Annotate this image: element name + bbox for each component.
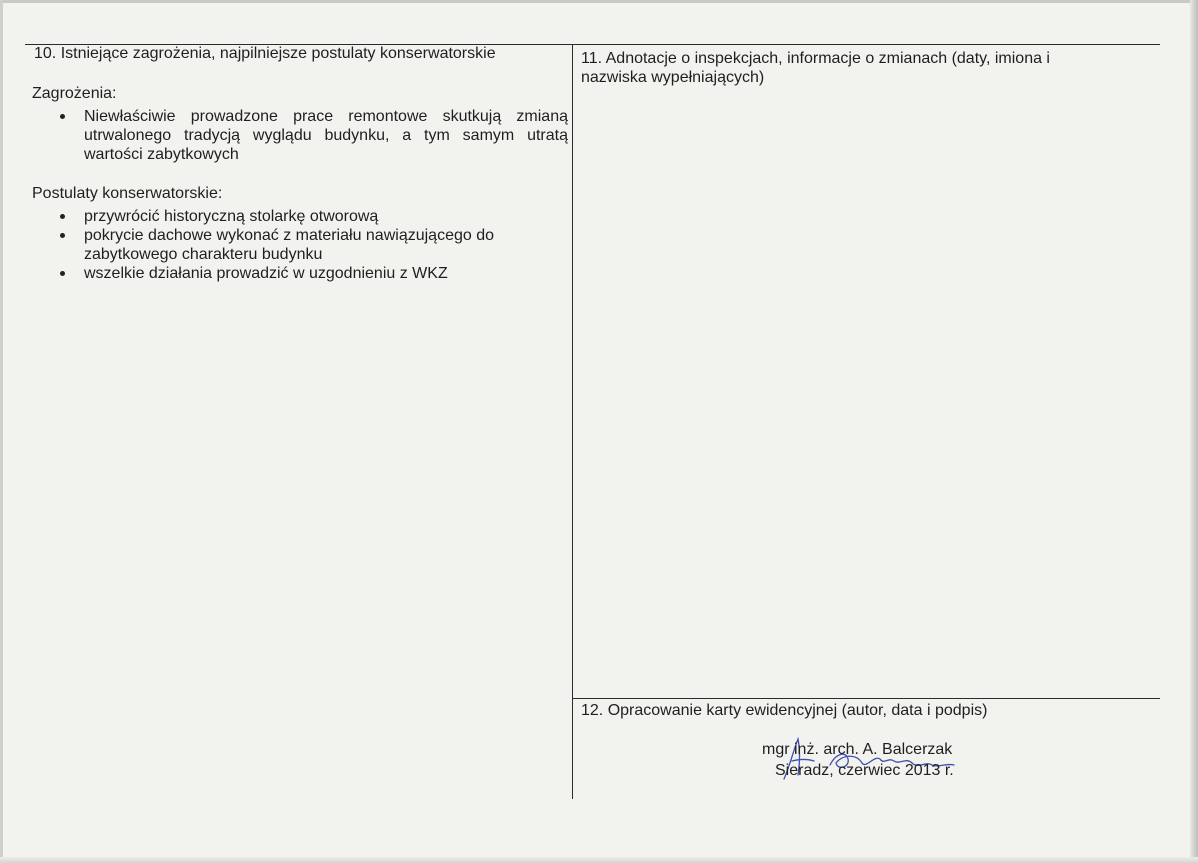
postulates-list xyxy=(84,207,544,283)
postulate-text: wszelkie działania prowadzić w uzgodnieniu z WKZ xyxy=(84,265,448,282)
list-item xyxy=(84,207,544,226)
page-edge-top xyxy=(0,0,1198,3)
threat-text: Niewłaściwie prowadzone prace remontowe skutkują zmianą utrwalonego tradycją wyglądu budynku, a tym samym utratą wartości zabytkowych xyxy=(84,108,568,163)
section11-heading-line2: nazwiska wypełniających) xyxy=(581,69,765,86)
page-edge-right xyxy=(1190,0,1198,863)
postulate-text: przywrócić historyczną stolarkę otworową xyxy=(84,208,379,225)
section12-top-line xyxy=(572,698,1160,699)
bullet-icon xyxy=(60,114,65,119)
place-and-date: Sieradz, czerwiec 2013 r. xyxy=(775,762,954,779)
page-edge-bottom xyxy=(0,857,1198,863)
author-name: mgr inż. arch. A. Balcerzak xyxy=(762,741,953,758)
bullet-icon xyxy=(60,233,65,238)
postulate-text: pokrycie dachowe wykonać z materiału nawiązującego do zabytkowego charakteru budynku xyxy=(84,227,494,263)
threats-list xyxy=(84,107,568,164)
page-edge-left xyxy=(0,0,3,863)
center-divider-line xyxy=(572,44,573,799)
list-item xyxy=(84,107,568,164)
bullet-icon xyxy=(60,271,65,276)
section12-heading: 12. Opracowanie karty ewidencyjnej (autor, data i podpis) xyxy=(581,702,988,719)
bullet-icon xyxy=(60,214,65,219)
section11-heading-line1: 11. Adnotacje o inspekcjach, informacje o zmianach (daty, imiona i xyxy=(581,50,1050,67)
threats-label: Zagrożenia: xyxy=(32,85,117,102)
postulates-label: Postulaty konserwatorskie: xyxy=(32,185,223,202)
list-item xyxy=(84,226,544,264)
list-item xyxy=(84,264,544,283)
section10-heading: 10. Istniejące zagrożenia, najpilniejsze postulaty konserwatorskie xyxy=(34,45,496,62)
